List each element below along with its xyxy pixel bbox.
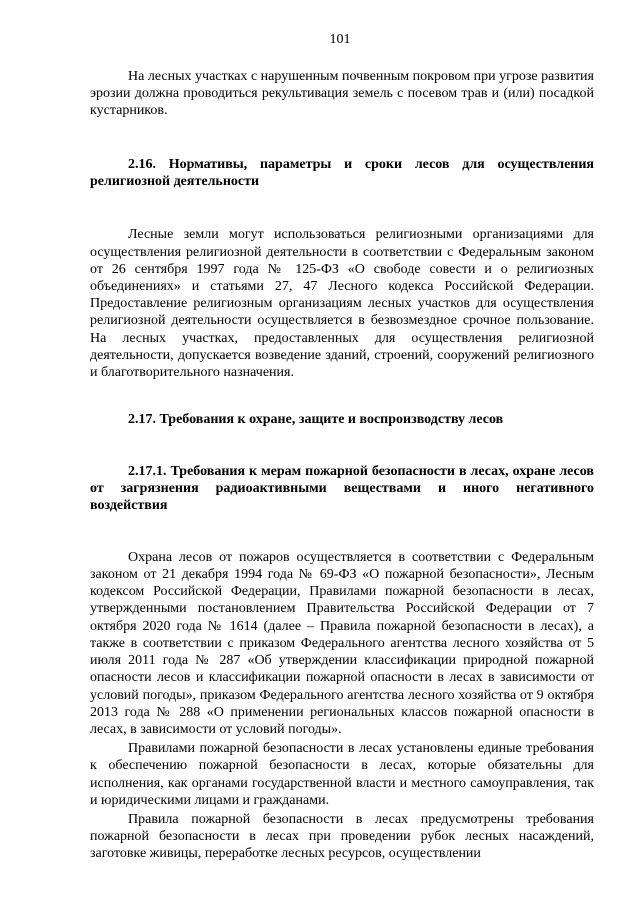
paragraph-fire-safety-1: Охрана лесов от пожаров осуществляется в соответствии с Федеральным законом от 21 декабря 1994 года № 69-ФЗ «О пожарной безопасности», Лесным кодексом Российской Федерации, Правилами пожарной безопасности в лесах, утвержденными постановлением Правительства Российской Федерации от 7 октября 2020 года № 1614 (далее – Правила пожарной безопасности в лесах), а также в соответствии с приказом Федерального агентства лесного хозяйства от 5 июля 2011 года № 287 «Об утверждении классификации природной пожарной опасности лесов и классификации пожарной опасности в лесах в зависимости от условий погоды», приказом Федерального агентства лесного хозяйства от 9 октября 2013 года № 288 «О применении региональных классов пожарной опасности в лесах, в зависимости от условий погоды». [90, 549, 594, 737]
paragraph-religious-activity: Лесные земли могут использоваться религиозными организациями для осуществления религиозной деятельности в соответствии с Федеральным законом от 26 сентября 1997 года № 125-ФЗ «О свободе совести и о религиозных объединениях» и статьями 27, 47 Лесного кодекса Российской Федерации. Предоставление религиозным организациям лесных участков для осуществления религиозной деятельности осуществляется в безвозмездное срочное пользование. На лесных участках, предоставленных для осуществления религиозной деятельности, допускается возведение зданий, строений, сооружений религиозного и благотворительного назначения. [90, 227, 594, 381]
paragraph-intro: На лесных участках с нарушенным почвенным покровом при угрозе развития эрозии должна проводиться рекультивация земель с посевом трав и (или) посадкой кустарников. [90, 69, 594, 119]
page-content [90, 68, 594, 863]
paragraph-fire-safety-3: Правила пожарной безопасности в лесах предусмотрены требования пожарной безопасности в лесах при проведении рубок лесных насаждений, заготовке живицы, переработке лесных ресурсов, осуществлении [90, 811, 594, 862]
heading-2-17: 2.17. Требования к охране, защите и воспроизводству лесов [128, 412, 504, 428]
heading-2-17-1: 2.17.1. Требования к мерам пожарной безопасности в лесах, охране лесов от загрязнения радиоактивными веществами и иного негативного воздействия [90, 463, 594, 514]
paragraph-fire-safety-2: Правилами пожарной безопасности в лесах установлены единые требования к обеспечению пожарной безопасности в лесах, которые обязательны для исполнения, как органами государственной власти и местного самоуправления, так и юридическими лицами и гражданами. [90, 741, 594, 808]
heading-2-16: 2.16. Нормативы, параметры и сроки лесов для осуществления религиозной деятельности [90, 156, 594, 190]
page-number: 101 [329, 32, 351, 47]
